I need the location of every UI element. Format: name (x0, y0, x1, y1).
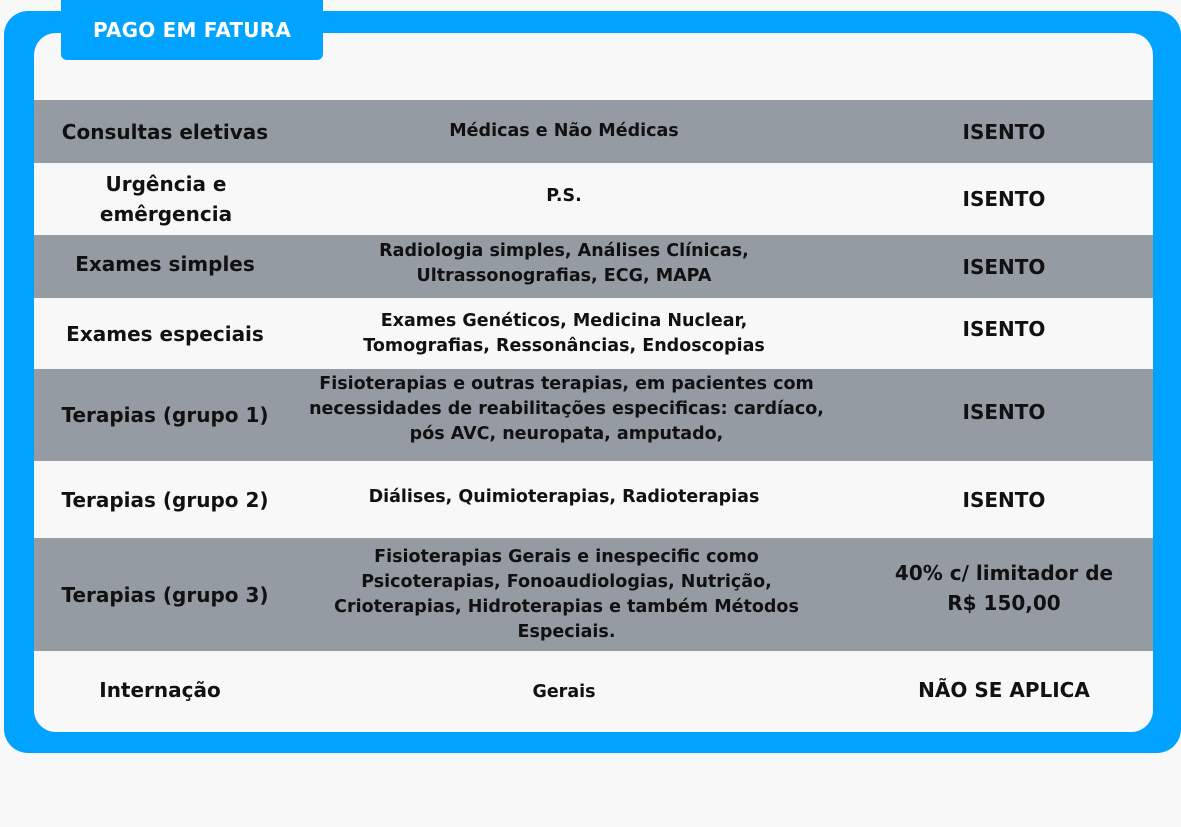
row-coverage: 40% c/ limitador de R$ 150,00 (894, 561, 1114, 615)
row-category: Internação (99, 678, 221, 702)
section-tab: PAGO EM FATURA (61, 0, 323, 60)
row-description: Diálises, Quimioterapias, Radioterapias (368, 486, 760, 507)
table-row (34, 369, 1153, 461)
row-description: Fisioterapias Gerais e inespecific como Psicoterapias, Fonoaudiologias, Nutrição, Crioterapias, Hidroterapias e também Métodos Especiais. (334, 546, 799, 642)
row-category: Terapias (grupo 2) (61, 487, 269, 512)
table-row (34, 235, 1153, 298)
row-description: Fisioterapias e outras terapias, em pacientes com necessidades de reabilitações especificas: cardíaco, pós AVC, neuropata, amputado, (309, 373, 824, 444)
row-coverage: ISENTO (962, 119, 1046, 144)
table-row (34, 100, 1153, 163)
row-description: Radiologia simples, Análises Clínicas, Ultrassonografias, ECG, MAPA (379, 241, 749, 286)
row-category: Terapias (grupo 1) (61, 403, 269, 427)
row-category: Consultas eletivas (61, 119, 269, 144)
row-coverage: ISENTO (962, 316, 1046, 341)
row-coverage: ISENTO (962, 400, 1046, 424)
row-coverage: ISENTO (962, 254, 1046, 279)
coverage-table (34, 33, 1153, 732)
table-row (34, 461, 1153, 538)
row-coverage: ISENTO (962, 187, 1046, 211)
table-row (34, 651, 1153, 732)
row-coverage: NÃO SE APLICA (918, 678, 1090, 702)
row-description: Exames Genéticos, Medicina Nuclear, Tomografias, Ressonâncias, Endoscopias (363, 310, 765, 356)
row-category: Exames especiais (66, 321, 264, 346)
table-row (34, 163, 1153, 235)
row-description: Médicas e Não Médicas (449, 121, 679, 141)
row-category: Exames simples (75, 252, 255, 276)
row-coverage: ISENTO (962, 487, 1046, 512)
table-row (34, 298, 1153, 369)
row-description: P.S. (546, 185, 582, 206)
row-category: Urgência e emêrgencia (99, 172, 233, 226)
row-category: Terapias (grupo 3) (61, 582, 269, 607)
row-description: Gerais (532, 681, 596, 702)
table-row (34, 538, 1153, 651)
